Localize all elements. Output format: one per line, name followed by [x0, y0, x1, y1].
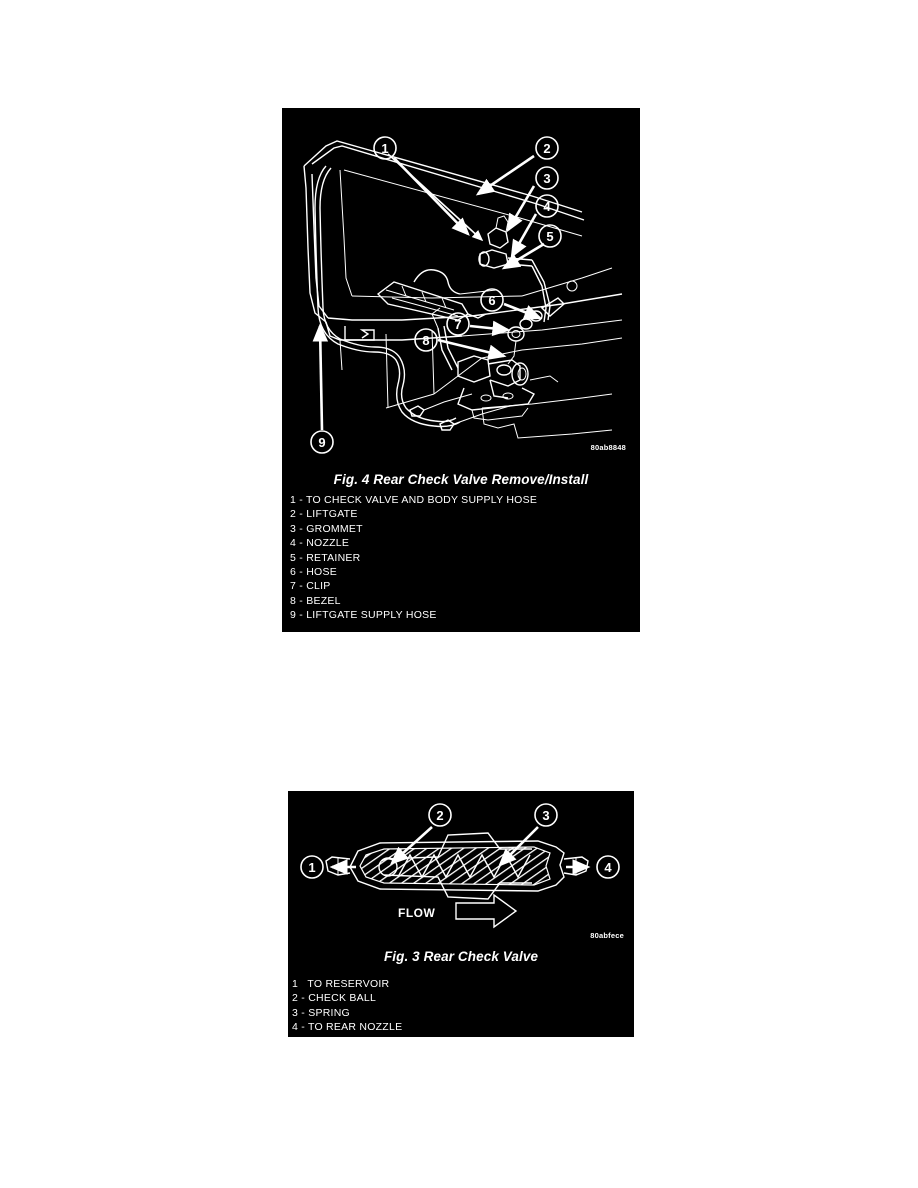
- legend-index: 1: [290, 494, 297, 506]
- svg-text:7: 7: [454, 317, 462, 332]
- legend-separator: -: [298, 1006, 309, 1019]
- legend-index: 2: [292, 992, 299, 1005]
- figure-3-panel: [288, 791, 634, 1037]
- svg-text:2: 2: [543, 141, 551, 156]
- legend-index: 2: [290, 508, 297, 521]
- legend-index: 4: [292, 1021, 299, 1034]
- legend-item: [290, 536, 537, 550]
- legend-separator: -: [296, 508, 307, 521]
- nozzle-grommet-assembly: [479, 216, 532, 268]
- legend-item: [290, 507, 537, 521]
- legend-separator: -: [296, 522, 307, 535]
- svg-text:9: 9: [318, 435, 326, 450]
- figure-4-art-code: 80ab8848: [590, 443, 626, 452]
- svg-text:3: 3: [543, 171, 551, 186]
- legend-label: BEZEL: [306, 594, 341, 607]
- figure-4-legend: [290, 493, 537, 623]
- callout-3: [536, 167, 558, 189]
- legend-item: [290, 493, 537, 507]
- check-valve-body: [326, 841, 588, 891]
- figure-3-art-code: 80abfece: [590, 931, 624, 940]
- figure-3-illustration: [288, 791, 634, 946]
- legend-item: [292, 977, 402, 991]
- legend-separator: [298, 978, 307, 990]
- callout-2: [536, 137, 558, 159]
- figure-4-illustration: [282, 108, 640, 458]
- legend-index: 6: [290, 566, 297, 579]
- legend-index: 5: [290, 551, 297, 564]
- callout-1: [301, 856, 323, 878]
- legend-separator: -: [296, 609, 307, 622]
- svg-text:6: 6: [488, 293, 496, 308]
- legend-separator: -: [296, 551, 307, 564]
- callout-1: [374, 137, 396, 159]
- legend-separator: -: [296, 537, 307, 550]
- legend-separator: -: [296, 594, 307, 607]
- svg-text:1: 1: [381, 141, 389, 156]
- legend-label: TO REAR NOZZLE: [308, 1021, 403, 1034]
- svg-text:5: 5: [546, 229, 554, 244]
- legend-index: 4: [290, 537, 297, 550]
- legend-label: NOZZLE: [306, 537, 350, 550]
- legend-item: [292, 991, 402, 1005]
- legend-separator: -: [298, 992, 309, 1005]
- check-valve-cross-section-drawing: [288, 791, 634, 946]
- legend-index: 3: [292, 1006, 299, 1019]
- legend-label: GROMMET: [306, 522, 363, 535]
- hose-bracket: [345, 326, 374, 340]
- figure-4-caption: Fig. 4 Rear Check Valve Remove/Install: [333, 472, 589, 487]
- legend-label: RETAINER: [306, 551, 361, 564]
- flow-arrow: [398, 895, 516, 927]
- legend-item: [292, 1006, 402, 1020]
- svg-text:1: 1: [308, 860, 316, 875]
- callout-4: [536, 195, 558, 217]
- legend-separator: -: [298, 1021, 308, 1034]
- legend-separator: -: [296, 494, 306, 506]
- callout-8: [415, 329, 437, 351]
- figure-3-caption: Fig. 3 Rear Check Valve: [383, 949, 539, 964]
- legend-item: [290, 565, 537, 579]
- legend-label: CHECK BALL: [308, 992, 377, 1005]
- legend-index: 7: [290, 580, 297, 593]
- svg-text:2: 2: [436, 808, 444, 823]
- legend-label: LIFTGATE: [306, 508, 358, 521]
- legend-index: 8: [290, 594, 297, 607]
- figure-4-panel: [282, 108, 640, 632]
- legend-item: [290, 522, 537, 536]
- callout-7: [447, 313, 469, 335]
- legend-item: [290, 579, 537, 593]
- callout-9: [311, 431, 333, 453]
- callout-3: [535, 804, 557, 826]
- svg-text:3: 3: [542, 808, 550, 823]
- legend-label: SPRING: [308, 1006, 350, 1019]
- legend-label: CLIP: [306, 580, 331, 593]
- liftgate-washer-assembly-drawing: [282, 108, 640, 458]
- legend-item: [290, 551, 537, 565]
- callout-6: [481, 289, 503, 311]
- legend-label: HOSE: [306, 566, 337, 579]
- legend-item: [290, 608, 537, 622]
- flow-label: FLOW: [398, 906, 436, 920]
- svg-text:4: 4: [604, 860, 612, 875]
- svg-text:4: 4: [543, 199, 551, 214]
- legend-label: TO RESERVOIR: [307, 978, 390, 990]
- legend-label: TO CHECK VALVE AND BODY SUPPLY HOSE: [306, 494, 538, 506]
- legend-item: [290, 594, 537, 608]
- figure-3-legend: [292, 977, 402, 1035]
- legend-index: 3: [290, 522, 297, 535]
- legend-index: 1: [292, 978, 299, 990]
- legend-label: LIFTGATE SUPPLY HOSE: [306, 609, 437, 622]
- callout-4: [597, 856, 619, 878]
- legend-separator: -: [296, 566, 307, 579]
- legend-item: [292, 1020, 402, 1034]
- legend-index: 9: [290, 609, 297, 622]
- legend-separator: -: [296, 580, 307, 593]
- liftgate-outline: [304, 141, 612, 322]
- callout-2: [429, 804, 451, 826]
- svg-text:8: 8: [422, 333, 430, 348]
- callout-5: [539, 225, 561, 247]
